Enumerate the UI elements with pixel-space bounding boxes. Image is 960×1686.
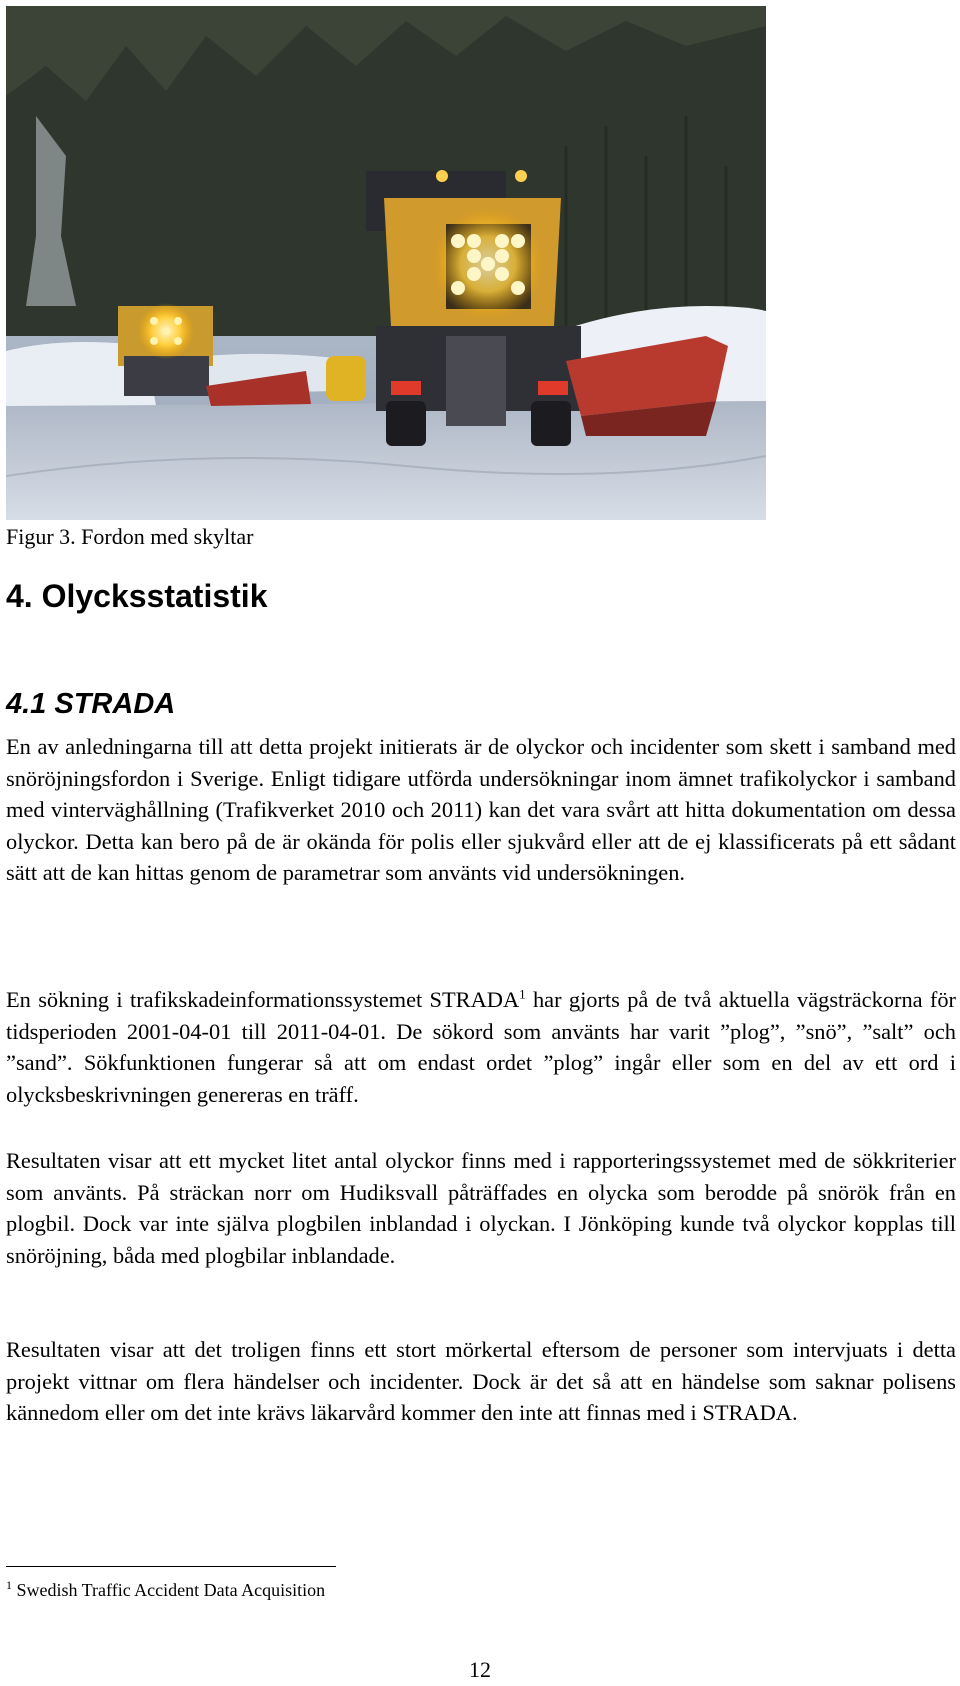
subsection-heading: 4.1 STRADA (6, 688, 176, 720)
footnote-divider (6, 1566, 336, 1567)
paragraph-4: Resultaten visar att det troligen finns ett stort mörkertal eftersom de personer som intervjuats i detta projekt vittnar om flera händelser och incidenter. Dock är det så att en händelse som saknar polisens kännedom eller om det inte krävs läkarvård kommer den inte att finnas med i STRADA. (6, 1337, 956, 1426)
figure-photo (6, 6, 766, 520)
footnote-text: Swedish Traffic Accident Data Acquisition (12, 1580, 326, 1600)
snow-plow-trucks-image (6, 6, 766, 520)
page-number: 12 (469, 1657, 491, 1682)
footnote-marker: 1 (6, 1578, 12, 1592)
paragraph-2 (6, 984, 956, 1110)
paragraph-2-text-start: En sökning i trafikskadeinformationssystemet STRADA (6, 987, 520, 1012)
paragraph-1: En av anledningarna till att detta projekt initierats är de olyckor och incidenter som skett i samband med snöröjningsfordon i Sverige. Enligt tidigare utförda undersökningar inom ämnet trafikolyckor i samband med vinterväghållning (Trafikverket 2010 och 2011) kan det vara svårt att hitta dokumentation om dessa olyckor. Detta kan bero på de är okända för polis eller sjukvård eller att de ej klassificerats på ett sådant sätt att de kan hittas genom de parametrar som använts vid undersökningen. (6, 734, 956, 886)
paragraph-3: Resultaten visar att ett mycket litet antal olyckor finns med i rapporteringssystemet med de sökkriterier som använts. På sträckan norr om Hudiksvall påträffades en olycka som berodde på snörök från en plogbil. Dock var inte själva plogbilen inblandad i olyckan. I Jönköping kunde två olyckor kopplas till snöröjning, båda med plogbilar inblandade. (6, 1148, 956, 1268)
footnote-ref[interactable]: 1 (519, 986, 526, 1002)
section-heading: 4. Olycksstatistik (6, 578, 268, 614)
footnote (6, 1578, 325, 1601)
figure-caption: Figur 3. Fordon med skyltar (6, 524, 254, 549)
paragraph-2-text-end: har gjorts på de två aktuella vägsträckorna för tidsperioden 2001-04-01 till 2011-04-01. De sökord som använts har varit ”plog”, ”snö”, ”salt” och ”sand”. Sökfunktionen fungerar så att om endast ordet ”plog” ingår eller som en del av ett ord i olycksbeskrivningen genereras en träff. (6, 987, 957, 1107)
